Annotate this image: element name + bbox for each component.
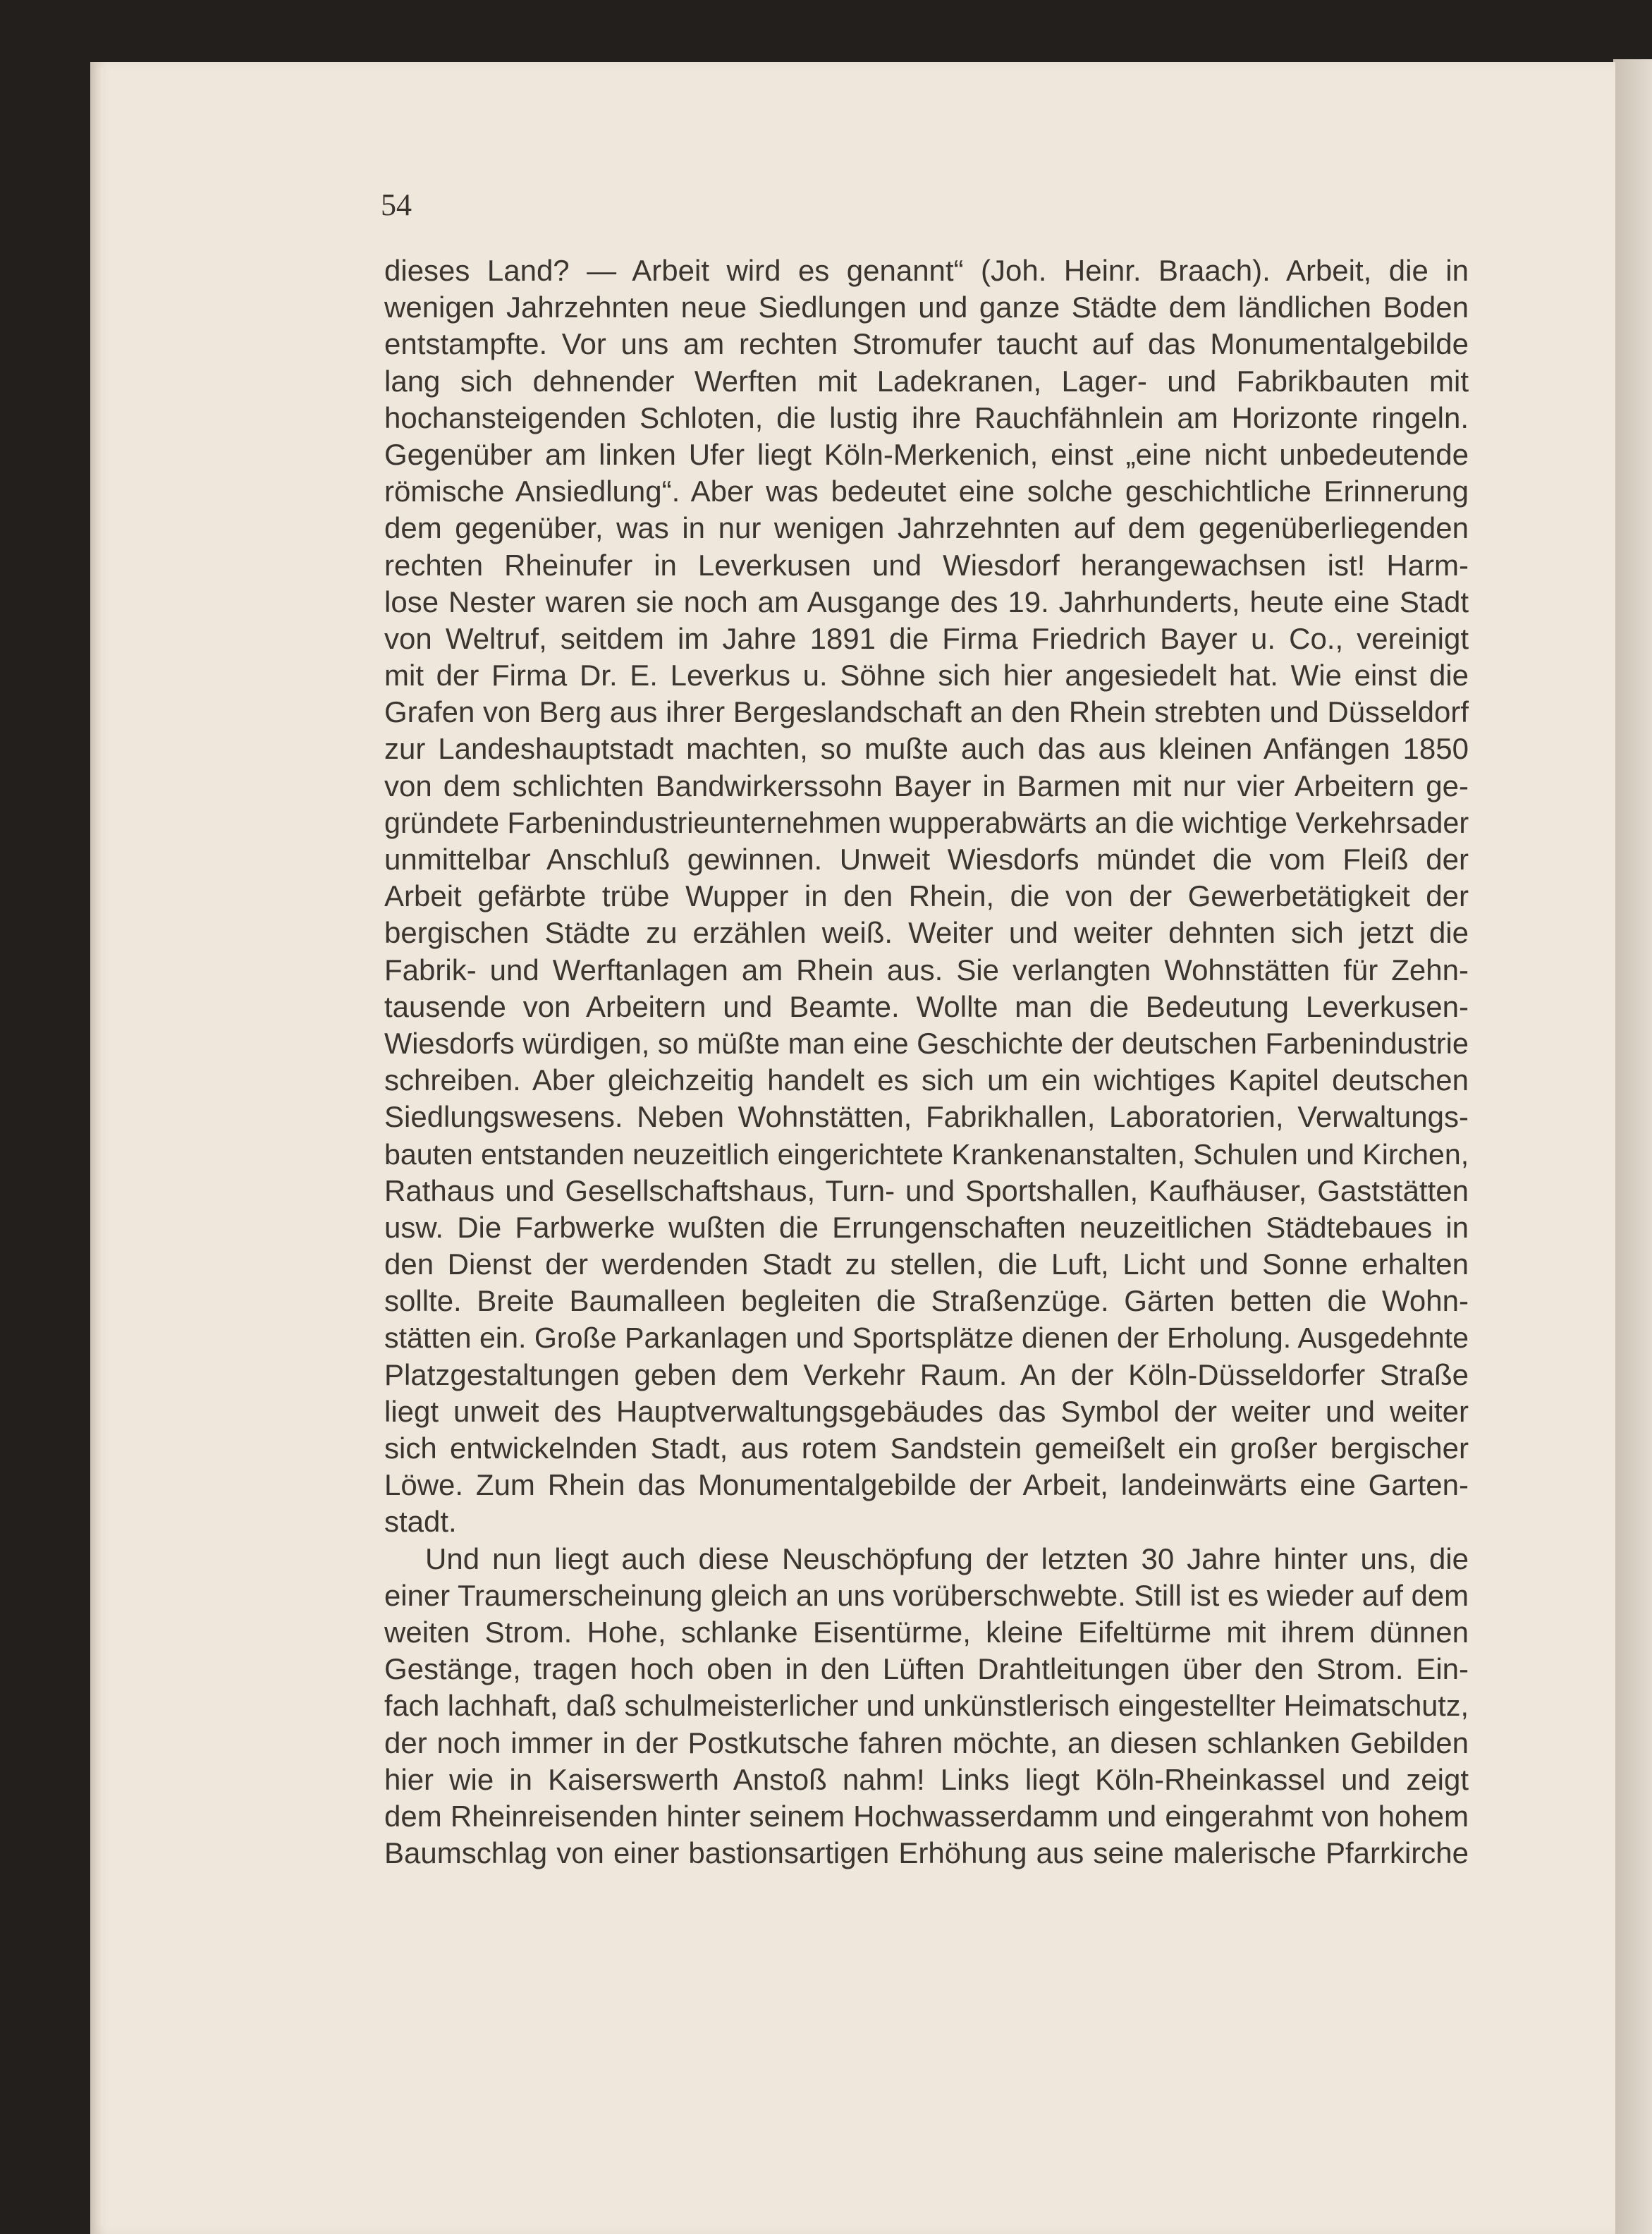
next-page-edge xyxy=(1613,59,1652,2234)
text-line: einer Traumerscheinung gleich an uns vorüberschwebte. Still ist es wieder auf dem xyxy=(384,1578,1469,1612)
page-binding-shadow xyxy=(96,68,103,2226)
paragraph xyxy=(384,252,1469,1541)
text-line: bergischen Städte zu erzählen weiß. Weiter und weiter dehnten sich jetzt die xyxy=(384,916,1469,950)
text-line: Arbeit gefärbte trübe Wupper in den Rhein, die von der Gewerbetätigkeit der xyxy=(384,879,1469,913)
text-line: stätten ein. Große Parkanlagen und Sportsplätze dienen der Erholung. Ausgedehnte xyxy=(384,1322,1469,1355)
text-line: römische Ansiedlung“. Aber was bedeutet eine solche geschichtliche Erinnerung xyxy=(384,475,1469,508)
text-line: weiten Strom. Hohe, schlanke Eisentürme, kleine Eifeltürme mit ihrem dünnen xyxy=(384,1615,1469,1649)
text-line: Gestänge, tragen hoch oben in den Lüften Drahtleitungen über den Strom. Ein- xyxy=(384,1652,1469,1686)
text-line: usw. Die Farbwerke wußten die Errungenschaften neuzeitlichen Städtebaues in xyxy=(384,1210,1469,1244)
text-line: sich entwickelnden Stadt, aus rotem Sandstein gemeißelt ein großer bergischer xyxy=(384,1432,1469,1465)
text-line: tausende von Arbeitern und Beamte. Wollte man die Bedeutung Leverkusen- xyxy=(384,989,1469,1023)
text-line: Platzgestaltungen geben dem Verkehr Raum. An der Köln-Düsseldorfer Straße xyxy=(384,1357,1469,1391)
page-number: 54 xyxy=(381,188,412,222)
text-line: bauten entstanden neuzeitlich eingerichtete Krankenanstalten, Schulen und Kirchen, xyxy=(384,1137,1469,1171)
text-line: gründete Farbenindustrieunternehmen wupperabwärts an die wichtige Verkehrsader xyxy=(384,806,1469,839)
text-line: der noch immer in der Postkutsche fahren möchte, an diesen schlanken Gebilden xyxy=(384,1726,1469,1759)
text-line: hochansteigenden Schloten, die lustig ihre Rauchfähnlein am Horizonte ringeln. xyxy=(384,401,1469,434)
text-line: Siedlungswesens. Neben Wohnstätten, Fabrikhallen, Laboratorien, Verwaltungs- xyxy=(384,1100,1469,1134)
text-line: liegt unweit des Hauptverwaltungsgebäudes das Symbol der weiter und weiter xyxy=(384,1394,1469,1428)
text-line: hier wie in Kaiserswerth Anstoß nahm! Links liegt Köln-Rheinkassel und zeigt xyxy=(384,1762,1469,1796)
text-line: Grafen von Berg aus ihrer Bergeslandschaft an den Rhein strebten und Düsseldorf xyxy=(384,695,1469,729)
text-line: stadt. xyxy=(384,1505,457,1539)
text-line: schreiben. Aber gleichzeitig handelt es sich um ein wichtiges Kapitel deutschen xyxy=(384,1063,1469,1097)
text-line: sollte. Breite Baumalleen begleiten die Straßenzüge. Gärten betten die Wohn- xyxy=(384,1284,1469,1318)
text-line: lang sich dehnender Werften mit Ladekranen, Lager- und Fabrikbauten mit xyxy=(384,364,1469,398)
text-line: Rathaus und Gesellschaftshaus, Turn- und Sportshallen, Kaufhäuser, Gaststätten xyxy=(384,1173,1469,1207)
text-line: Wiesdorfs würdigen, so müßte man eine Geschichte der deutschen Farbenindustrie xyxy=(384,1026,1469,1060)
text-line: mit der Firma Dr. E. Leverkus u. Söhne sich hier angesiedelt hat. Wie einst die xyxy=(384,659,1469,692)
text-line: dem Rheinreisenden hinter seinem Hochwasserdamm und eingerahmt von hohem xyxy=(384,1799,1469,1833)
text-body xyxy=(384,252,1469,1872)
text-line: wenigen Jahrzehnten neue Siedlungen und ganze Städte dem ländlichen Boden xyxy=(384,291,1469,324)
text-line: fach lachhaft, daß schulmeisterlicher und unkünstlerisch eingestellter Heimatschutz, xyxy=(384,1689,1469,1723)
text-line: Fabrik- und Werftanlagen am Rhein aus. Sie verlangten Wohnstätten für Zehn- xyxy=(384,953,1469,987)
text-line: unmittelbar Anschluß gewinnen. Unweit Wiesdorfs mündet die vom Fleiß der xyxy=(384,843,1469,876)
text-line: Und nun liegt auch diese Neuschöpfung der letzten 30 Jahre hinter uns, die xyxy=(425,1542,1469,1575)
text-line: von Weltruf, seitdem im Jahre 1891 die Firma Friedrich Bayer u. Co., vereinigt xyxy=(384,621,1469,655)
text-line: Gegenüber am linken Ufer liegt Köln-Merkenich, einst „eine nicht unbedeutende xyxy=(384,437,1469,471)
text-line: entstampfte. Vor uns am rechten Stromufer taucht auf das Monumentalgebilde xyxy=(384,327,1469,361)
text-line: von dem schlichten Bandwirkerssohn Bayer in Barmen mit nur vier Arbeitern ge- xyxy=(384,769,1469,802)
text-line: zur Landeshauptstadt machten, so mußte auch das aus kleinen Anfängen 1850 xyxy=(384,732,1469,766)
paragraph xyxy=(384,1541,1469,1872)
text-line: den Dienst der werdenden Stadt zu stellen, die Luft, Licht und Sonne erhalten xyxy=(384,1247,1469,1281)
text-line: rechten Rheinufer in Leverkusen und Wiesdorf herangewachsen ist! Harm- xyxy=(384,548,1469,582)
text-line: dieses Land? — Arbeit wird es genannt“ (Joh. Heinr. Braach). Arbeit, die in xyxy=(384,254,1469,287)
text-line: Baumschlag von einer bastionsartigen Erhöhung aus seine malerische Pfarrkirche xyxy=(384,1836,1469,1870)
text-line: Löwe. Zum Rhein das Monumentalgebilde der Arbeit, landeinwärts eine Garten- xyxy=(384,1468,1469,1502)
text-line: dem gegenüber, was in nur wenigen Jahrzehnten auf dem gegenüberliegenden xyxy=(384,511,1469,545)
text-line: lose Nester waren sie noch am Ausgange des 19. Jahrhunderts, heute eine Stadt xyxy=(384,585,1469,618)
